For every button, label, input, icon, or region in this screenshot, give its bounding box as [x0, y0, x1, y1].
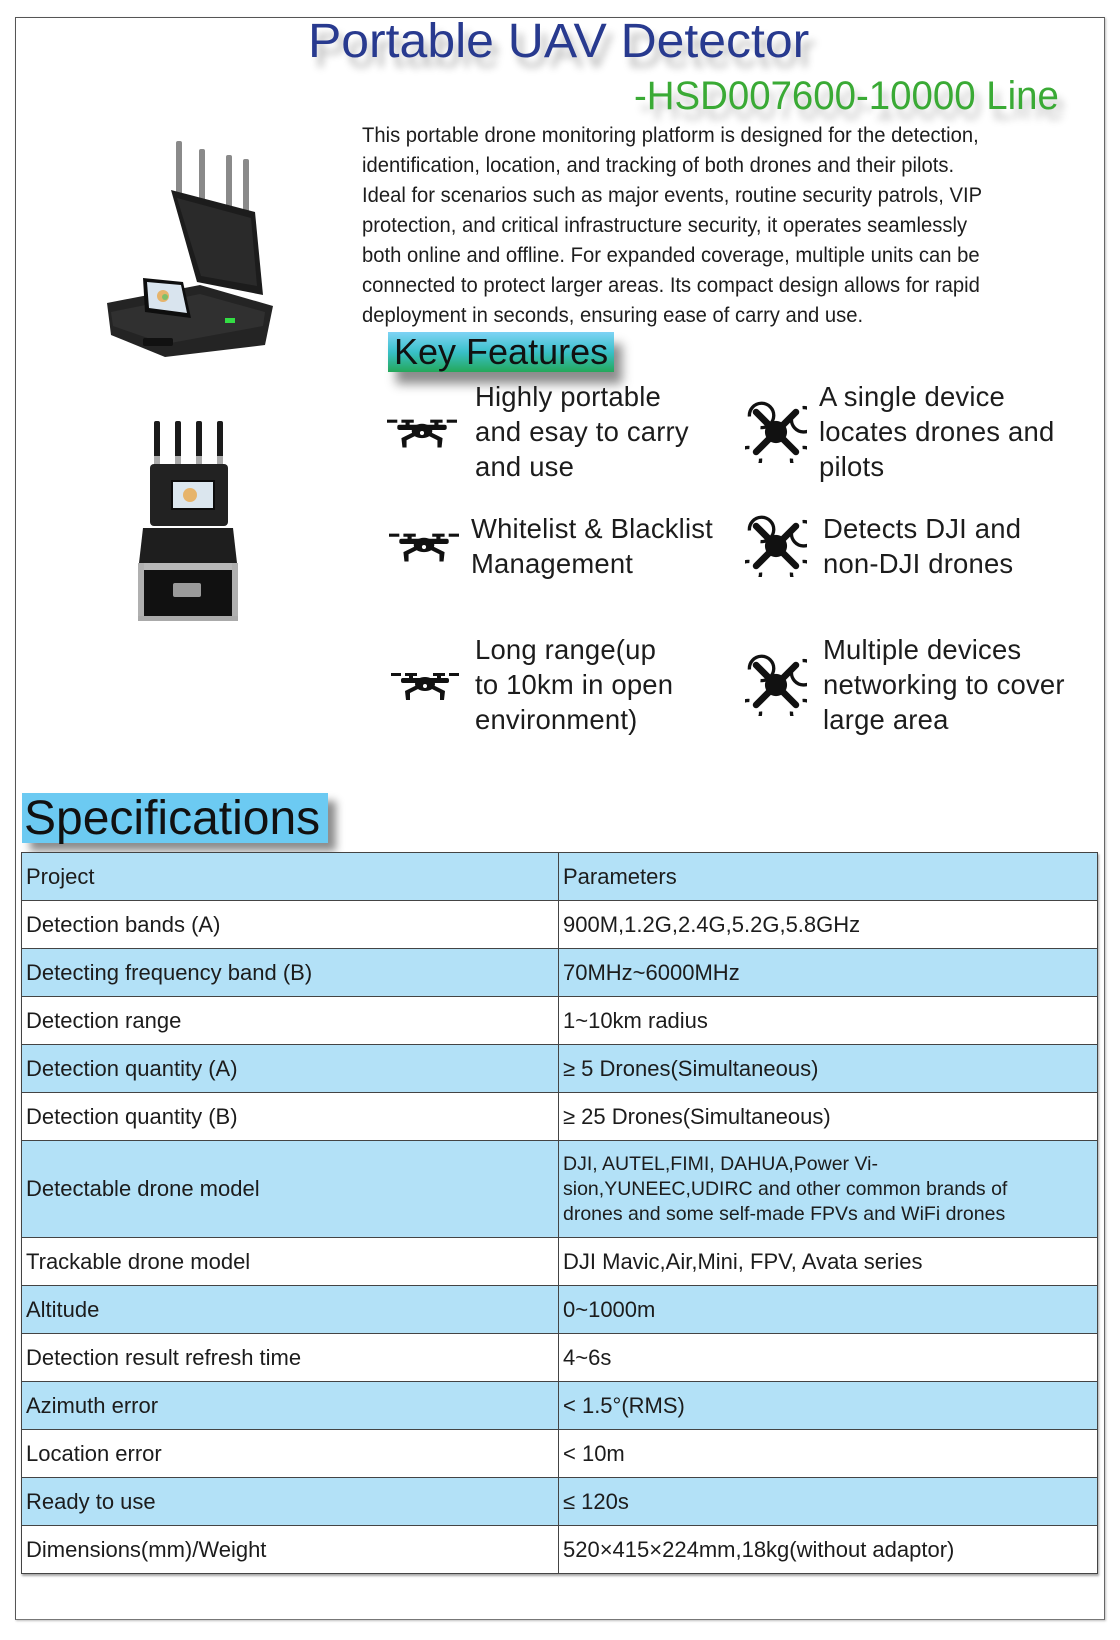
table-row — [22, 949, 1098, 997]
quadcopter-top-icon — [745, 515, 807, 577]
table-row — [22, 1382, 1098, 1430]
spec-parameter: DJI, AUTEL,FIMI, DAHUA,Power Vi- sion,YUNEEC,UDIRC and other common brands of drones and some self-made FPVs and WiFi drones — [559, 1141, 1098, 1238]
description-line: deployment in seconds, ensuring ease of carry and use. — [362, 303, 864, 327]
feature-text: Detects DJI and non-DJI drones — [823, 513, 1022, 579]
description-line: protection, and critical infrastructure security, it operates seamlessly — [362, 213, 968, 237]
spec-project: Dimensions(mm)/Weight — [22, 1526, 559, 1574]
table-row — [22, 997, 1098, 1045]
table-row — [22, 901, 1098, 949]
spec-project: Detecting frequency band (B) — [22, 949, 559, 997]
spec-project: Detection result refresh time — [22, 1334, 559, 1382]
table-row — [22, 1045, 1098, 1093]
feature-text: Highly portable and esay to carry and use — [475, 381, 689, 482]
page-title: Portable UAV Detector — [308, 15, 810, 68]
specifications-heading: Specifications — [22, 793, 328, 843]
drone-side-icon — [391, 667, 459, 703]
drone-side-icon — [389, 528, 459, 564]
feature-text: Multiple devices networking to cover large area — [823, 634, 1065, 735]
spec-parameter: 70MHz~6000MHz — [559, 949, 1098, 997]
key-features-heading: Key Features — [388, 332, 614, 372]
feature-text: A single device locates drones and pilots — [819, 381, 1055, 482]
specifications-table — [21, 852, 1098, 1574]
spec-parameter: 520×415×224mm,18kg(without adaptor) — [559, 1526, 1098, 1574]
table-row — [22, 1238, 1098, 1286]
description-line: This portable drone monitoring platform is designed for the detection, — [362, 123, 979, 147]
table-row — [22, 1093, 1098, 1141]
spec-project: Altitude — [22, 1286, 559, 1334]
spec-parameter: < 1.5°(RMS) — [559, 1382, 1098, 1430]
spec-project: Location error — [22, 1430, 559, 1478]
feature-text: Long range(up to 10km in open environment) — [475, 634, 674, 735]
description-line: identification, location, and tracking of both drones and their pilots. — [362, 153, 955, 177]
table-row — [22, 1141, 1098, 1238]
table-row — [22, 1430, 1098, 1478]
product-image-flight-case — [135, 418, 240, 623]
spec-project: Detection bands (A) — [22, 901, 559, 949]
drone-side-icon — [387, 414, 457, 450]
feature-text: Whitelist & Blacklist Management — [471, 513, 713, 579]
spec-project: Azimuth error — [22, 1382, 559, 1430]
spec-parameter: ≥ 25 Drones(Simultaneous) — [559, 1093, 1098, 1141]
model-subtitle: -HSD007600-10000 Line — [634, 74, 1059, 118]
spec-project: Detection quantity (B) — [22, 1093, 559, 1141]
feature-item-portable — [387, 379, 693, 484]
spec-parameter: 1~10km radius — [559, 997, 1098, 1045]
spec-project: Detection range — [22, 997, 559, 1045]
spec-project: Ready to use — [22, 1478, 559, 1526]
description-line: connected to protect larger areas. Its compact design allows for rapid — [362, 273, 980, 297]
spec-project: Detection quantity (A) — [22, 1045, 559, 1093]
description-line: both online and offline. For expanded coverage, multiple units can be — [362, 243, 980, 267]
feature-item-long-range — [391, 632, 677, 737]
product-description — [362, 120, 1039, 330]
table-row — [22, 1286, 1098, 1334]
product-image-open-case — [105, 140, 275, 360]
table-row — [22, 1334, 1098, 1382]
spec-parameter: 0~1000m — [559, 1286, 1098, 1334]
spec-parameter: 4~6s — [559, 1334, 1098, 1382]
spec-parameter: ≥ 5 Drones(Simultaneous) — [559, 1045, 1098, 1093]
feature-item-dji-detection — [745, 511, 1025, 581]
spec-parameter: 900M,1.2G,2.4G,5.2G,5.8GHz — [559, 901, 1098, 949]
table-row — [22, 1526, 1098, 1574]
spec-project: Detectable drone model — [22, 1141, 559, 1238]
feature-item-locates-pilots — [745, 379, 1059, 484]
quadcopter-top-icon — [745, 654, 807, 716]
table-row — [22, 1478, 1098, 1526]
description-line: Ideal for scenarios such as major events, routine security patrols, VIP — [362, 183, 983, 207]
spec-project: Trackable drone model — [22, 1238, 559, 1286]
spec-parameter: DJI Mavic,Air,Mini, FPV, Avata series — [559, 1238, 1098, 1286]
quadcopter-top-icon — [745, 401, 807, 463]
column-header-parameters: Parameters — [559, 853, 1098, 901]
column-header-project: Project — [22, 853, 559, 901]
feature-item-whitelist — [389, 511, 718, 581]
table-header-row — [22, 853, 1098, 901]
feature-item-networking — [745, 632, 1070, 737]
spec-parameter: ≤ 120s — [559, 1478, 1098, 1526]
spec-parameter: < 10m — [559, 1430, 1098, 1478]
